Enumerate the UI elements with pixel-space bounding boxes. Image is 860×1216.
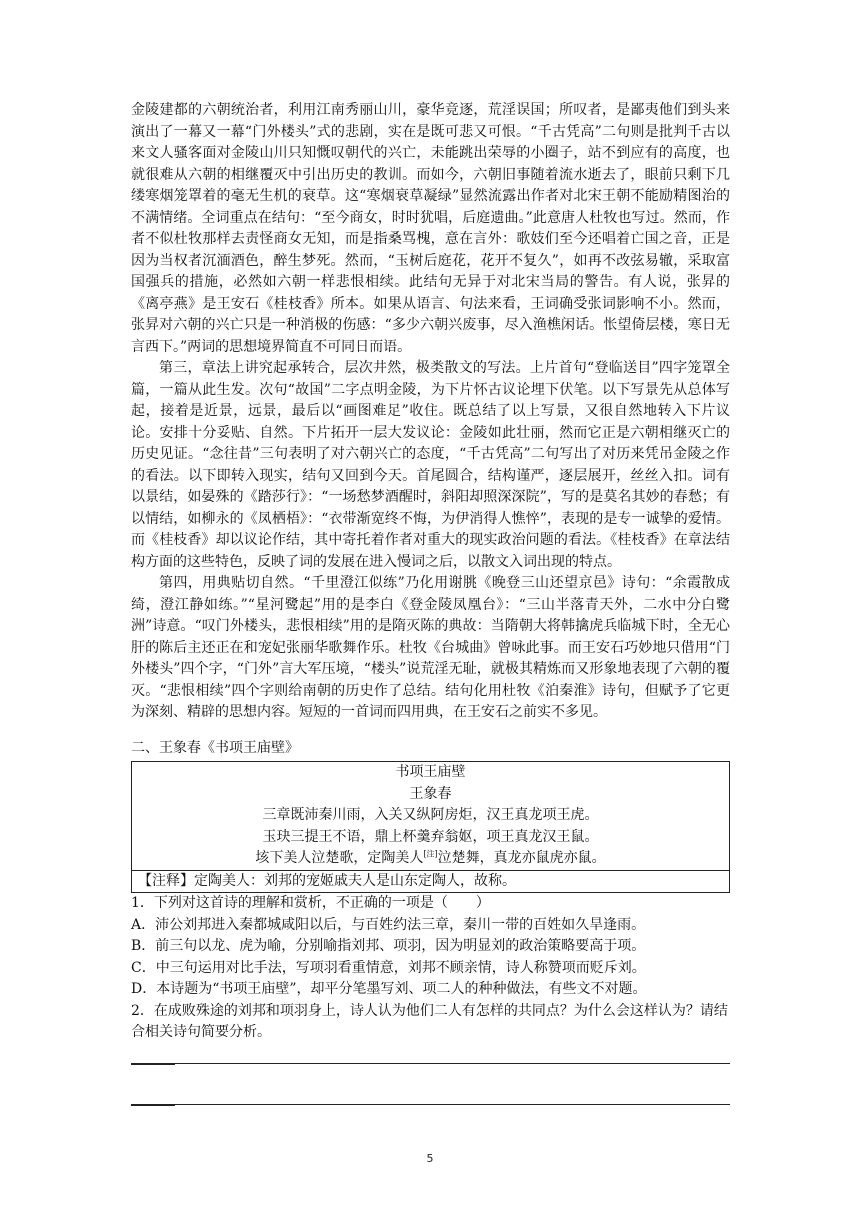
poem-line-3 <box>138 848 723 870</box>
poem-author: 王象春 <box>409 785 452 802</box>
question-2-stem: 2．在成败殊途的刘邦和项羽身上，诗人认为他们二人有怎样的共同点？为什么会这样认为？请结合相关诗句简要分析。 <box>131 1002 728 1040</box>
document-page <box>131 100 730 1126</box>
question-1-option-b: B．前三句以龙、虎为喻，分别喻指刘邦、项羽，因为明显刘的政治策略要高于项。 <box>131 938 646 954</box>
answer-line-1-tail-rule <box>131 1064 175 1065</box>
poem-title: 书项王庙壁 <box>395 764 466 780</box>
body-paragraph-1: 金陵建都的六朝统治者，利用江南秀丽山川，豪华竞逐，荒淫误国；所叹者，是鄙夷他们到头来演出了一幕又一幕“门外楼头”式的悲剧，实在是既可悲又可恨。“千古凭高”二句则是批判千古以来文人骚客面对金陵山川只知慨叹朝代的兴亡，未能跳出荣辱的小圈子，站不到应有的高度，也就很难从六朝的相继覆灭中引出历史的教训。而如今，六朝旧事随着流水逝去了，眼前只剩下几缕寒烟笼罩着的毫无生机的衰草。这“寒烟衰草凝绿”显然流露出作者对北宋王朝不能励精图治的不满情绪。全词重点在结句：“至今商女，时时犹唱，后庭遗曲。”此意唐人杜牧也写过。然而，作者不似杜牧那样去责怪商女无知，而是指桑骂槐，意在言外：歌妓们至今还唱着亡国之音，正是因为当权者沉湎酒色，醉生梦死。然而，“玉树后庭花，花开不复久”，如再不改弦易辙，采取富国强兵的措施，必然如六朝一样悲恨相续。此结句无异于对北宋当局的警告。有人说，张昇的《离亭燕》是王安石《桂枝香》所本。如果从语言、句法来看，王词确受张词影响不小。然而，张昇对六朝的兴亡只是一种消极的伤感：“多少六朝兴废事，尽入渔樵闲话。怅望倚层楼，寒日无言西下。”两词的思想境界简直不可同日而语。 <box>131 102 730 355</box>
answer-line-2[interactable] <box>131 1085 730 1105</box>
poem-line-3-start: 垓下美人泣楚歌，定陶美人 <box>255 850 424 866</box>
question-1-option-a: A．沛公刘邦进入秦都城咸阳以后，与百姓约法三章，秦川一带的百姓如久旱逢雨。 <box>131 916 646 933</box>
poem-note-cell <box>132 870 730 893</box>
question-1-stem: 1．下列对这首诗的理解和赏析，不正确的一项是（ ） <box>131 895 490 911</box>
footnote-marker: [注] <box>423 849 438 859</box>
answer-line-1[interactable] <box>131 1044 730 1064</box>
section-title: 二、王象春《书项王庙壁》 <box>131 739 299 756</box>
body-paragraph-3: 第四，用典贴切自然。“千里澄江似练”乃化用谢朓《晚登三山还望京邑》诗句：“余霞散成绮，澄江静如练。”“星河鹭起”用的是李白《登金陵凤凰台》：“三山半落青天外，二水中分白鹭洲”诗意。“叹门外楼头，悲恨相续”用的是隋灭陈的典故：当隋朝大将韩擒虎兵临城下时，全无心肝的陈后主还正在和宠妃张丽华歌舞作乐。杜牧《台城曲》曾咏此事。而王安石巧妙地只借用“门外楼头”四个字，“门外”言大军压境，“楼头”说荒淫无耻，就极其精炼而又形象地表现了六朝的覆灭。“悲恨相续”四个字则给南朝的历史作了总结。结句化用杜牧《泊秦淮》诗句，但赋予了它更为深刻、精辟的思想内容。短短的一首词而四用典，在王安石之前实不多见。 <box>131 575 730 720</box>
poem-table <box>131 761 730 893</box>
question-1-option-c: C．中三句运用对比手法，写项羽看重情意，刘邦不顾亲情，诗人称赞项而贬斥刘。 <box>131 959 646 976</box>
poem-line-1: 三章既沛秦川雨，入关又纵阿房炬，汉王真龙项王虎。 <box>262 807 599 823</box>
answer-line-1-tail[interactable] <box>131 1064 730 1085</box>
poem-cell <box>132 762 730 871</box>
question-1-option-d: D．本诗题为“书项王庙壁”，却平分笔墨写刘、项二人的种种做法，有些文不对题。 <box>131 981 647 997</box>
body-paragraph-2: 第三，章法上讲究起承转合，层次井然，极类散文的写法。上片首句“登临送目”四字笼罩全篇，一篇从此生发。次句“故国”二字点明金陵，为下片怀古议论埋下伏笔。以下写景先从总体写起，接着是近景，远景，最后以“画图难足”收住。既总结了以上写景，又很自然地转入下片议论。安排十分妥贴、自然。下片拓开一层大发议论：金陵如此壮丽，然而它正是六朝相继灭亡的历史见证。“念往昔”三句表明了对六朝兴亡的态度，“千古凭高”二句写出了对历来凭吊金陵之作的看法。以下即转入现实，结句又回到今天。首尾圆合，结构谨严，逐层展开，丝丝入扣。词有以景结，如晏殊的《踏莎行》：“一场愁梦酒醒时，斜阳却照深深院”，写的是莫名其妙的春愁；有以情结，如柳永的《凤栖梧》：“衣带渐宽终不悔，为伊消得人憔悴”，表现的是专一诚挚的爱情。而《桂枝香》却以议论作结，其中寄托着作者对重大的现实政治问题的看法。《桂枝香》在章法结构方面的这些特色，反映了词的发展在进入慢词之后，以散文入词出现的特点。 <box>131 360 730 570</box>
answer-line-2-tail[interactable] <box>131 1105 730 1126</box>
poem-note: 【注释】定陶美人：刘邦的宠姬戚夫人是山东定陶人，故称。 <box>138 872 516 889</box>
answer-line-2-tail-rule <box>131 1105 175 1106</box>
poem-line-3-end: 泣楚舞，真龙亦鼠虎亦鼠。 <box>437 850 606 866</box>
page-number: 5 <box>426 1152 434 1165</box>
poem-line-2: 玉玦三提王不语，鼎上杯羹弃翁妪，项王真龙汉王鼠。 <box>262 828 599 845</box>
